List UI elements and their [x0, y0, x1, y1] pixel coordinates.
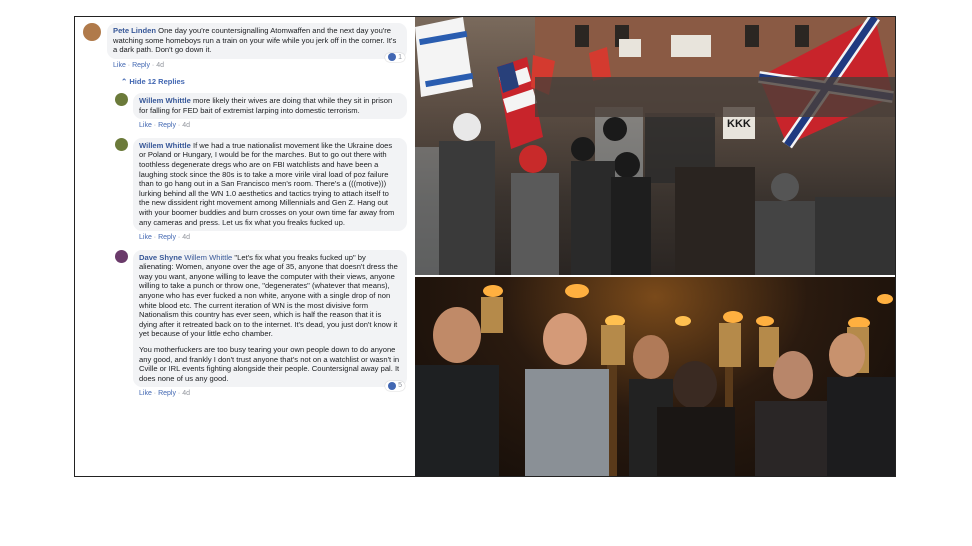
reaction-count[interactable] — [385, 53, 405, 63]
comment-actions: Like · Reply · 4d — [139, 390, 191, 398]
comment-time[interactable]: 4d — [182, 122, 191, 130]
reply-link[interactable]: Reply — [132, 61, 150, 69]
photo-collage — [415, 17, 895, 476]
comment-time[interactable]: 4d — [156, 61, 165, 69]
comment-text-paragraph: You motherfuckers are too busy tearing your own people down to do anyone any good, and frankly I don't trust anyone that's not on a watchlist or wasn't in Cville or IRL events fighting alongside their people. Countersignal away pal. It does none of us any good. — [139, 345, 400, 383]
hide-replies-label: Hide 12 Replies — [129, 77, 185, 87]
hide-replies-link[interactable] — [121, 77, 407, 87]
comment-text: One day you're countersignalling Atomwaffen and the next day you're watching some homeboys run a train on your wife while you jerk off in the corner. It's a dark path. Don't go down it. — [113, 26, 397, 55]
comment-actions: Like · Reply · 4d — [139, 122, 191, 130]
rally-crowd-photo — [415, 17, 895, 275]
like-link[interactable]: Like — [139, 390, 152, 398]
reaction-number: 5 — [398, 382, 402, 390]
torch-march-photo — [415, 277, 895, 476]
like-icon — [388, 382, 396, 390]
reply-link[interactable]: Reply — [158, 234, 176, 242]
avatar[interactable] — [115, 93, 128, 106]
kkk-sign-text: KKK — [727, 118, 751, 130]
comment-text: "Let's fix what you freaks fucked up" by alienating: Women, anyone over the age of 35, anyone that doesn't dress the way you want, anyone willing to leave the computer with their views, anyone willing to take a punch or throw one, "degenerates" (whatever that means), anyone who has ever fucked a non white, anyone with a single drop of non white blood etc. The current iteration of WN is the most divisive form Nationalism this country has ever seen, which is half the reason that it is dying after it retreated back on to the internet. It's dead, you just don't know it yet because of your little echo chamber. — [139, 252, 398, 339]
comment-text: more likely their wives are doing that while they sit in prison for falling for FED bait of extremist larping into domestic terrorism. — [139, 95, 393, 115]
reaction-count[interactable] — [385, 381, 405, 391]
like-link[interactable]: Like — [113, 61, 126, 69]
collapse-arrow-icon: ⌃ — [121, 77, 128, 87]
commenter-name[interactable]: Willem Whittle — [139, 140, 191, 150]
mention-link[interactable]: Willem Whittle — [184, 252, 233, 262]
avatar[interactable] — [115, 138, 128, 151]
commenter-name[interactable]: Dave Shyne — [139, 252, 183, 262]
comment-time[interactable]: 4d — [182, 390, 191, 398]
commenter-name[interactable]: Pete Linden — [113, 26, 157, 35]
reply-comment — [115, 250, 407, 399]
avatar[interactable] — [83, 23, 101, 41]
comment — [83, 23, 407, 70]
like-icon — [388, 53, 396, 61]
comment-actions: Like · Reply · 4d — [113, 61, 165, 69]
comment-text: If we had a true nationalist movement like the Ukraine does or Poland or Hungary, I would be for the marches. But to go out there with toothless degenerate dregs who are on FBI watchlists and have been a laughing stock since the 80s is to take a more virile viral load of poz failure than to go hang out in a San Francisco men's room. There's a (((motive))) lurking behind all the WN 1.0 aesthetics and tactics trying to attach itself to the new dissident right movement among Millennials and Gen Z. Hang out with your boomer buddies and burn crosses on your own time far away from any cameras and press. Let us fix what you freaks fucked up. — [139, 140, 395, 227]
comment-actions: Like · Reply · 4d — [139, 234, 191, 242]
comment-bubble — [133, 93, 407, 119]
commenter-name[interactable]: Willem Whittle — [139, 95, 191, 105]
reply-comment — [115, 93, 407, 131]
reply-link[interactable]: Reply — [158, 390, 176, 398]
like-link[interactable]: Like — [139, 122, 152, 130]
reaction-number: 1 — [398, 53, 402, 61]
like-link[interactable]: Like — [139, 234, 152, 242]
rally-crowd-illustration — [415, 17, 895, 275]
comment-bubble — [133, 250, 407, 388]
comment-bubble — [107, 23, 407, 59]
comment-time[interactable]: 4d — [182, 234, 191, 242]
reply-link[interactable]: Reply — [158, 122, 176, 130]
screenshot-frame — [74, 16, 896, 477]
comment-thread — [75, 17, 415, 476]
reply-comment — [115, 138, 407, 243]
comment-bubble — [133, 138, 407, 231]
avatar[interactable] — [115, 250, 128, 263]
torch-march-illustration — [415, 277, 895, 476]
